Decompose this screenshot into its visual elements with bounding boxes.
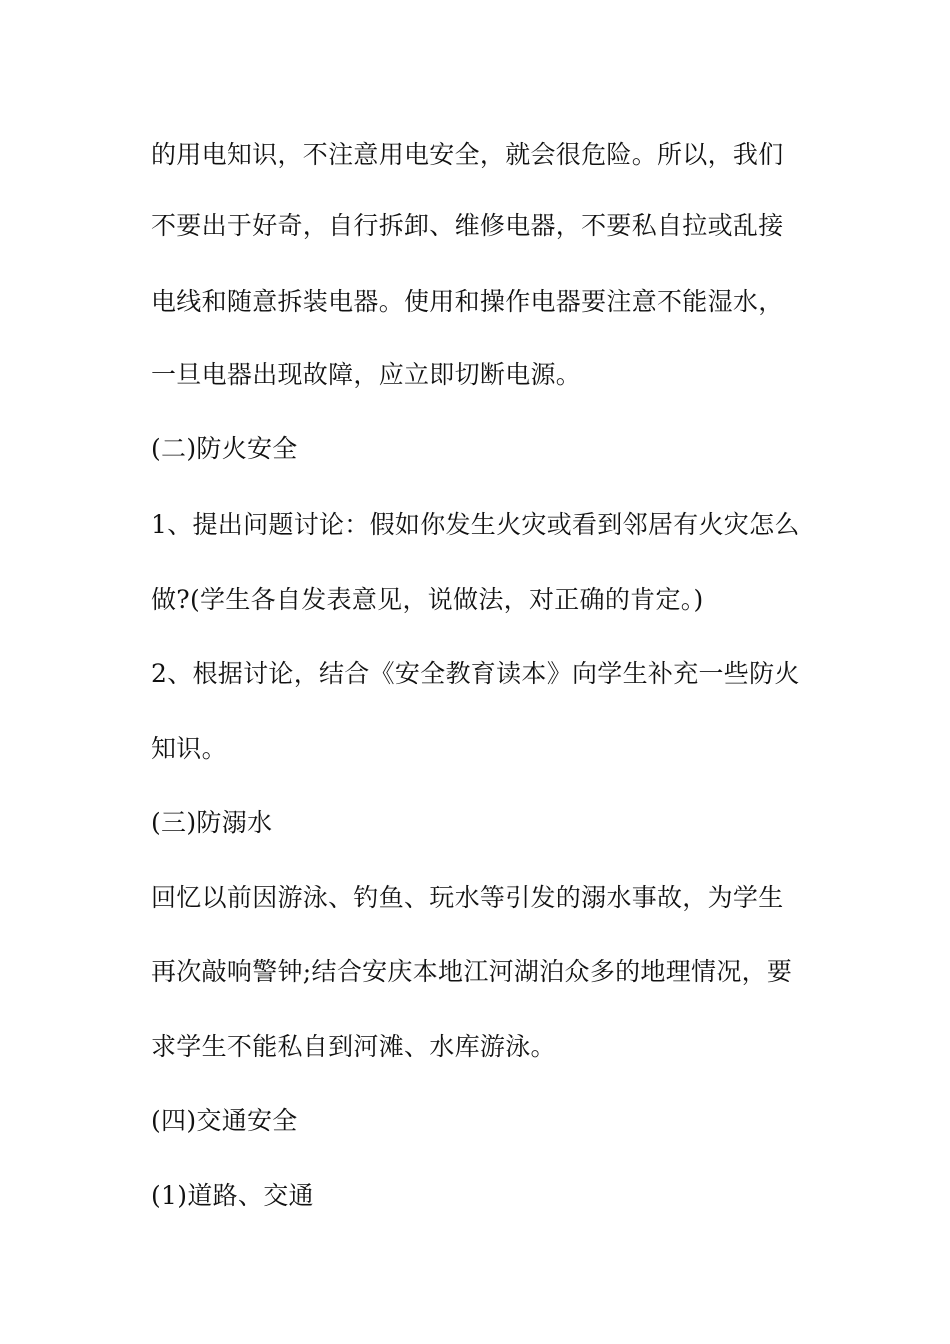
body-text-line: 不要出于好奇，自行拆卸、维修电器，不要私自拉或乱接 xyxy=(151,211,784,240)
body-text-line: 的用电知识，不注意用电安全，就会很危险。所以，我们 xyxy=(151,140,784,169)
body-text-line: 电线和随意拆装电器。使用和操作电器要注意不能湿水， xyxy=(151,287,784,316)
body-text-line: 1、提出问题讨论：假如你发生火灾或看到邻居有火灾怎么 xyxy=(151,510,800,539)
subsection-heading-roads: (1)道路、交通 xyxy=(151,1181,314,1210)
section-heading-drowning-prevention: (三)防溺水 xyxy=(151,808,273,837)
body-text-line: 知识。 xyxy=(151,734,227,763)
body-text-line: 求学生不能私自到河滩、水库游泳。 xyxy=(151,1032,556,1061)
body-text-line: 做?(学生各自发表意见，说做法，对正确的肯定。) xyxy=(151,585,704,614)
section-heading-fire-safety: (二)防火安全 xyxy=(151,434,298,463)
body-text-line: 再次敲响警钟;结合安庆本地江河湖泊众多的地理情况，要 xyxy=(151,957,793,986)
body-text-line: 2、根据讨论，结合《安全教育读本》向学生补充一些防火 xyxy=(151,659,800,688)
body-text-line: 回忆以前因游泳、钓鱼、玩水等引发的溺水事故，为学生 xyxy=(151,883,784,912)
section-heading-traffic-safety: (四)交通安全 xyxy=(151,1106,298,1135)
body-text-line: 一旦电器出现故障，应立即切断电源。 xyxy=(151,360,582,389)
